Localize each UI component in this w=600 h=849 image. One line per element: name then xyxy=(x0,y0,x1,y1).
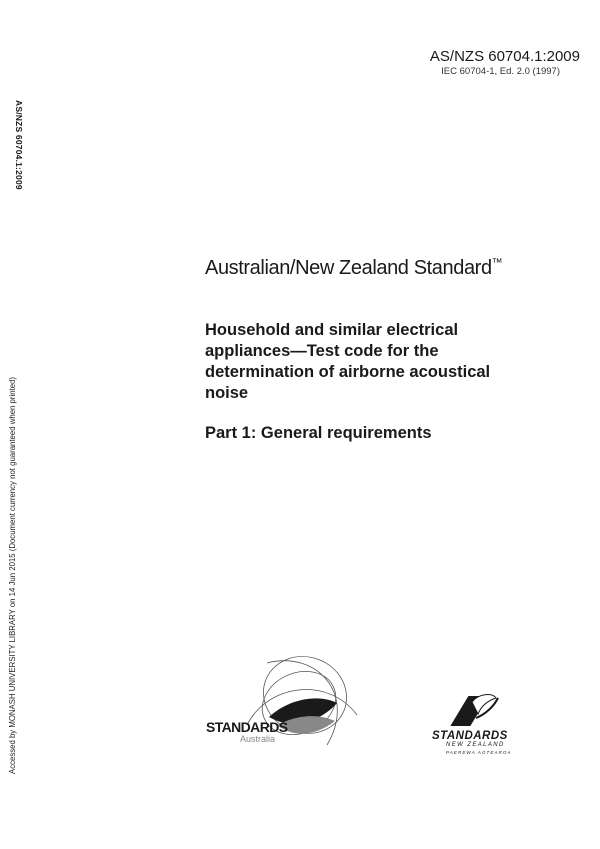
standards-australia-word: STANDARDS xyxy=(206,719,288,735)
document-title: Household and similar electrical appliances—Test code for the determination of airborne acoustical noise xyxy=(205,321,491,402)
standards-nz-sub: NEW ZEALAND xyxy=(446,742,505,748)
standards-australia-sub: Australia xyxy=(240,734,276,744)
standard-heading xyxy=(205,257,502,280)
document-part: Part 1: General requirements xyxy=(205,424,432,442)
side-designation: AS/NZS 60704.1:2009 xyxy=(14,100,24,190)
standard-heading-text: Australian/New Zealand Standard xyxy=(205,257,492,279)
standards-nz-maori: PAEREWA AOTEAROA xyxy=(446,750,512,755)
document-designation: AS/NZS 60704.1:2009 xyxy=(429,48,580,65)
standards-australia-logo xyxy=(207,655,377,755)
iec-reference: IEC 60704-1, Ed. 2.0 (1997) xyxy=(441,66,560,77)
trademark-symbol: ™ xyxy=(491,257,503,269)
access-notice: Accessed by MONASH UNIVERSITY LIBRARY on 14 Jun 2015 (Document currency not guaranteed when printed) xyxy=(8,377,17,774)
standards-nz-word: STANDARDS xyxy=(432,730,508,742)
